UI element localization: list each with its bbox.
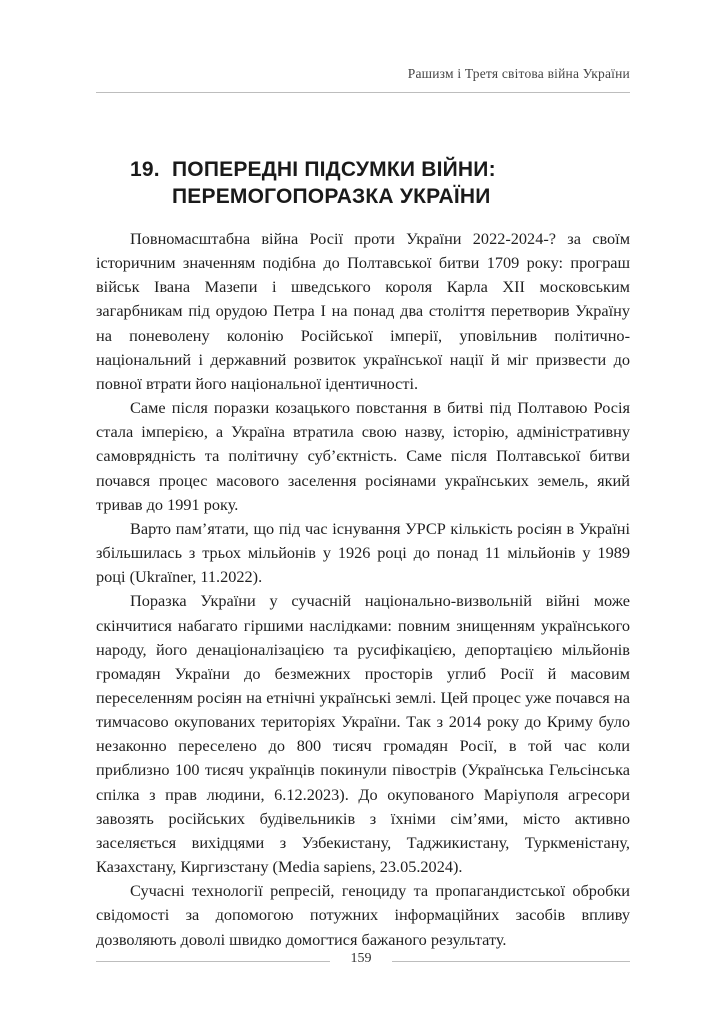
body-text [96, 227, 630, 952]
paragraph: Повномасштабна війна Росії проти України 2022-2024-? за своїм історичним значенням подібна до Полтавської битви 1709 року: програш військ Івана Мазепи і шведського короля Карла ХІІ московським загарбникам під орудою Петра І на понад два століття перетворив Україну на поневолену колонію Російської імперії, уповільнив політично-національний і державний розвиток української нації й міг призвести до повної втрати його національної ідентичності. [96, 229, 630, 393]
page-number: 159 [350, 951, 372, 966]
chapter-title [130, 156, 610, 210]
chapter-title-line1: ПОПЕРЕДНІ ПІДСУМКИ ВІЙНИ: [172, 158, 496, 181]
running-header: Рашизм і Третя світова війна України [407, 66, 630, 81]
paragraph: Варто пам’ятати, що під час існування УРСР кількість росіян в Україні збільшилась з трьох мільйонів у 1926 році до понад 11 мільйонів у 1989 році (Ukraїner, 11.2022). [96, 518, 630, 587]
chapter-number: 19. [130, 158, 160, 181]
paragraph: Саме після поразки козацького повстання в битві під Полтавою Росія стала імперією, а Україна втратила свою назву, історію, адміністративну самоврядність та політичну суб’єктність. Саме після Полтавської битви почався процес масового заселення росіянами українських земель, який тривав до 1991 року. [96, 398, 630, 514]
footer-rule-right [392, 961, 630, 962]
footer-rule-left [96, 961, 330, 962]
paragraph: Сучасні технології репресій, геноциду та пропагандистської обробки свідомості за допомогою потужних інформаційних засобів впливу дозволяють доволі швидко домогтися бажаного результату. [96, 881, 630, 949]
chapter-title-line2: ПЕРЕМОГОПОРАЗКА УКРАЇНИ [172, 185, 491, 208]
header-rule [96, 92, 630, 93]
paragraph: Поразка України у сучасній національно-визвольній війні може скінчитися набагато гіршими наслідками: повним знищенням українського народу, його денаціоналізацією та русифікацією, депортацією мільйонів громадян України до безмежних просторів углиб Росії й масовим переселенням росіян на етнічні українські землі. Цей процес уже почався на тимчасово окупованих територіях України. Так з 2014 року до Криму було незаконно переселено до 800 тисяч громадян Росії, в той час коли приблизно 100 тисяч українців покинули півострів (Українська Гельсінська спілка з прав людини, 6.12.2023). До окупованого Маріуполя агресори завозять російських будівельників з їхніми сім’ями, місто активно заселяється вихідцями з Узбекистану, Таджикистану, Туркменістану, Казахстану, Киргизстану (Media sapiens, 23.05.2024). [96, 591, 630, 877]
